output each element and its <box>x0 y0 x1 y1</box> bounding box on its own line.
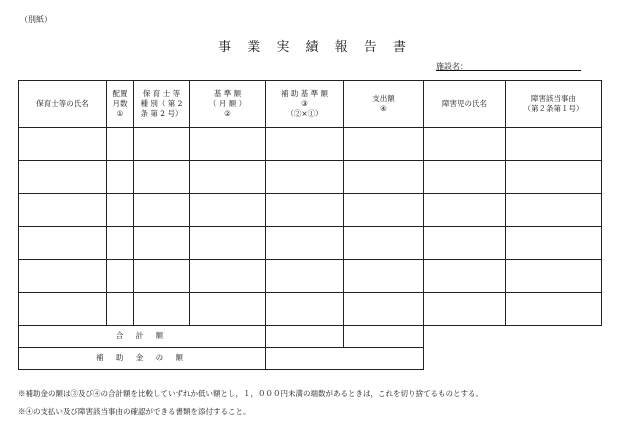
cell[interactable] <box>107 128 134 161</box>
cell[interactable] <box>190 128 266 161</box>
cell[interactable] <box>506 128 602 161</box>
facility-name-label: 施設名： <box>436 62 468 71</box>
cell[interactable] <box>506 227 602 260</box>
cell[interactable] <box>107 260 134 293</box>
cell[interactable] <box>19 161 107 194</box>
header-disability-reason: 障害該当事由 （第２条第１号） <box>506 81 602 128</box>
cell[interactable] <box>424 161 506 194</box>
cell[interactable] <box>344 260 424 293</box>
cell[interactable] <box>344 293 424 326</box>
facility-name-field[interactable] <box>436 70 581 71</box>
cell[interactable] <box>424 293 506 326</box>
header-expenditure: 支出額 ④ <box>344 81 424 128</box>
cell[interactable] <box>134 227 190 260</box>
cell[interactable] <box>190 260 266 293</box>
cell[interactable] <box>344 161 424 194</box>
cell[interactable] <box>506 194 602 227</box>
cell[interactable] <box>266 260 344 293</box>
cell[interactable] <box>266 227 344 260</box>
table-row <box>19 260 602 293</box>
note-subsidy-calculation: ※補助金の額は③及び④の合計額を比較していずれか低い額とし，１，０００円未満の端数があるときは，これを切り捨てるものとする。 <box>18 389 483 398</box>
blank-area <box>424 326 602 370</box>
report-table <box>18 80 602 370</box>
cell[interactable] <box>266 128 344 161</box>
cell[interactable] <box>19 128 107 161</box>
cell[interactable] <box>344 128 424 161</box>
cell[interactable] <box>266 293 344 326</box>
total-row <box>19 326 602 348</box>
cell[interactable] <box>424 260 506 293</box>
cell[interactable] <box>266 194 344 227</box>
cell[interactable] <box>134 293 190 326</box>
cell[interactable] <box>506 161 602 194</box>
total-expenditure-cell[interactable] <box>344 326 424 348</box>
cell[interactable] <box>424 128 506 161</box>
subsidy-amount-cell[interactable] <box>266 348 424 370</box>
table-row <box>19 293 602 326</box>
cell[interactable] <box>19 227 107 260</box>
cell[interactable] <box>190 227 266 260</box>
cell[interactable] <box>134 260 190 293</box>
cell[interactable] <box>424 194 506 227</box>
header-staff-name: 保育士等の氏名 <box>19 81 107 128</box>
subsidy-label: 補 助 金 の 額 <box>19 348 266 370</box>
total-subsidy-base-cell[interactable] <box>266 326 344 348</box>
table-row <box>19 161 602 194</box>
annex-label: （別紙） <box>20 15 52 24</box>
cell[interactable] <box>506 260 602 293</box>
cell[interactable] <box>190 293 266 326</box>
total-label: 合 計 額 <box>19 326 266 348</box>
cell[interactable] <box>134 161 190 194</box>
cell[interactable] <box>107 293 134 326</box>
cell[interactable] <box>344 227 424 260</box>
header-base-amount: 基 準 額 （ 月 額 ） ② <box>190 81 266 128</box>
cell[interactable] <box>107 194 134 227</box>
header-child-name: 障害児の氏名 <box>424 81 506 128</box>
cell[interactable] <box>134 194 190 227</box>
cell[interactable] <box>344 194 424 227</box>
note-attach-documents: ※④の支払い及び障害該当事由の確認ができる書類を添付すること。 <box>18 407 251 416</box>
table-row <box>19 227 602 260</box>
cell[interactable] <box>19 194 107 227</box>
cell[interactable] <box>19 293 107 326</box>
header-row <box>19 81 602 128</box>
document-title: 事 業 実 績 報 告 書 <box>218 40 412 55</box>
cell[interactable] <box>134 128 190 161</box>
header-staff-type: 保 育 士 等 種 別（ 第 2 条 第 2 号） <box>134 81 190 128</box>
table-row <box>19 128 602 161</box>
cell[interactable] <box>19 260 107 293</box>
cell[interactable] <box>266 161 344 194</box>
cell[interactable] <box>107 161 134 194</box>
header-months: 配置 月数 ① <box>107 81 134 128</box>
cell[interactable] <box>190 194 266 227</box>
table-row <box>19 194 602 227</box>
cell[interactable] <box>424 227 506 260</box>
cell[interactable] <box>190 161 266 194</box>
cell[interactable] <box>107 227 134 260</box>
cell[interactable] <box>506 293 602 326</box>
header-subsidy-base: 補 助 基 準 額 ③ （②×①） <box>266 81 344 128</box>
